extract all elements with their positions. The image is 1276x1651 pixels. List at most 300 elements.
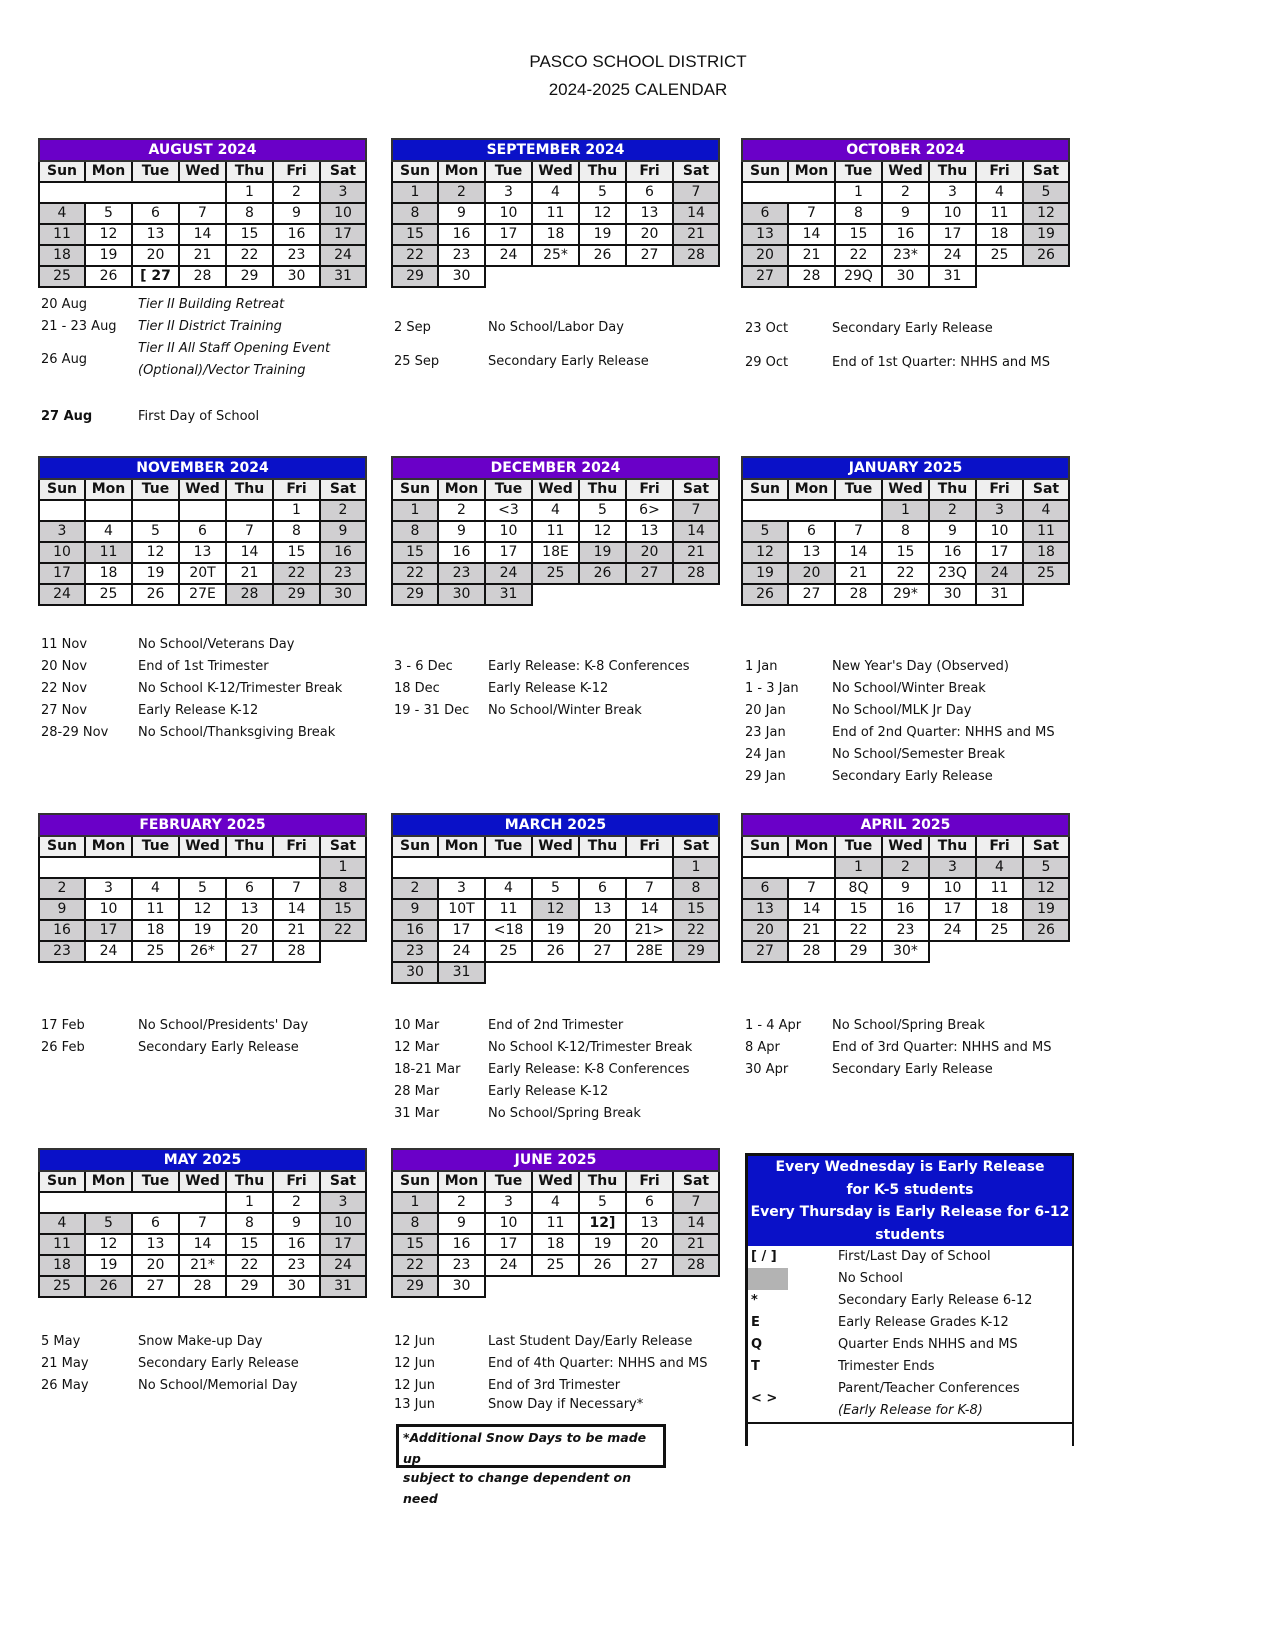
empty-day-cell: [742, 857, 788, 878]
blank-cell: [976, 266, 1023, 287]
day-cell: 1: [320, 857, 366, 878]
day-cell: 12: [579, 203, 626, 224]
day-cell: 27: [132, 1276, 179, 1297]
day-cell: 1: [673, 857, 719, 878]
day-cell: 27: [226, 941, 273, 962]
weekday-header: Tue: [132, 1171, 179, 1192]
day-cell: 10: [976, 521, 1023, 542]
event-date: 27 Nov: [41, 703, 88, 718]
day-cell: 15: [320, 899, 366, 920]
event-date: 12 Jun: [394, 1334, 435, 1349]
day-cell: 2: [882, 857, 929, 878]
empty-day-cell: [226, 857, 273, 878]
day-cell: 22: [273, 563, 320, 584]
weekday-header: Fri: [273, 161, 320, 182]
day-cell: 25: [976, 920, 1023, 941]
day-cell: 10: [485, 203, 532, 224]
weekday-header: Tue: [835, 479, 882, 500]
day-cell: 29: [392, 1276, 438, 1297]
day-cell: 2: [438, 1192, 485, 1213]
empty-day-cell: [85, 1192, 132, 1213]
day-cell: 25: [39, 1276, 85, 1297]
day-cell: 21: [788, 920, 835, 941]
event-date: 10 Mar: [394, 1018, 440, 1033]
day-cell: 4: [532, 1192, 579, 1213]
legend-item: [748, 1378, 1072, 1422]
day-cell: 1: [273, 500, 320, 521]
weekday-header: Fri: [976, 479, 1023, 500]
legend-key: < >: [751, 1391, 778, 1406]
empty-day-cell: [226, 500, 273, 521]
day-cell: 5: [132, 521, 179, 542]
day-cell: 15: [392, 1234, 438, 1255]
weekday-header: Thu: [579, 1171, 626, 1192]
day-cell: 16: [273, 1234, 320, 1255]
day-cell: 4: [485, 878, 532, 899]
day-cell: 31: [438, 962, 485, 983]
weekday-header: Sun: [392, 836, 438, 857]
weekday-header: Mon: [85, 161, 132, 182]
day-cell: 28E: [626, 941, 673, 962]
blank-cell: [673, 962, 719, 983]
day-cell: 11: [532, 1213, 579, 1234]
day-cell: 4: [532, 500, 579, 521]
day-cell: 16: [438, 542, 485, 563]
blank-cell: [485, 1276, 532, 1297]
day-cell: 26: [579, 245, 626, 266]
event-description: First Day of School: [138, 409, 260, 424]
day-cell: 11: [39, 224, 85, 245]
event-date: 28-29 Nov: [41, 725, 109, 740]
event-description: No School/Presidents' Day: [138, 1018, 309, 1033]
day-cell: 10: [929, 878, 976, 899]
legend-label: Quarter Ends NHHS and MS: [838, 1337, 1018, 1352]
legend-key: E: [751, 1315, 760, 1330]
month-calendar: [391, 138, 720, 288]
event-description: Secondary Early Release: [832, 321, 993, 336]
event-date: 12 Mar: [394, 1040, 440, 1055]
blank-cell: [320, 941, 366, 962]
day-cell: 24: [929, 920, 976, 941]
event-date: 26 Feb: [41, 1040, 85, 1055]
month-title: APRIL 2025: [742, 814, 1069, 836]
day-cell: 4: [976, 857, 1023, 878]
legend-items: [748, 1246, 1072, 1446]
weekday-header: Tue: [485, 161, 532, 182]
weekday-header: Mon: [85, 1171, 132, 1192]
day-cell: 30: [438, 584, 485, 605]
day-cell: 15: [226, 1234, 273, 1255]
day-cell: 14: [626, 899, 673, 920]
blank-cell: [579, 1276, 626, 1297]
event-description: Snow Day if Necessary*: [488, 1397, 644, 1412]
weekday-header: Sat: [1023, 479, 1069, 500]
day-cell: 23Q: [929, 563, 976, 584]
day-cell: 4: [1023, 500, 1069, 521]
day-cell: 17: [438, 920, 485, 941]
day-cell: 10: [485, 1213, 532, 1234]
day-cell: 17: [929, 224, 976, 245]
legend-label: No School: [838, 1271, 903, 1286]
day-cell: 15: [226, 224, 273, 245]
day-cell: 18: [532, 1234, 579, 1255]
day-cell: 15: [273, 542, 320, 563]
day-cell: 19: [1023, 224, 1069, 245]
weekday-header: Wed: [179, 1171, 226, 1192]
month-calendar: [38, 138, 367, 288]
event-description: No School/Winter Break: [488, 703, 642, 718]
day-cell: 3: [438, 878, 485, 899]
day-cell: 17: [976, 542, 1023, 563]
month-calendar: [391, 456, 720, 606]
day-cell: 1: [226, 182, 273, 203]
day-cell: 3: [320, 1192, 366, 1213]
weekday-header: Thu: [579, 479, 626, 500]
day-cell: 27: [626, 245, 673, 266]
day-cell: 15: [835, 224, 882, 245]
empty-day-cell: [626, 857, 673, 878]
month-calendar: [391, 813, 720, 984]
day-cell: 9: [929, 521, 976, 542]
day-cell: 23: [39, 941, 85, 962]
empty-day-cell: [39, 182, 85, 203]
event-date: 26 May: [41, 1378, 89, 1393]
day-cell: 8: [673, 878, 719, 899]
day-cell: 26: [85, 266, 132, 287]
day-cell: 8: [320, 878, 366, 899]
day-cell: 28: [179, 1276, 226, 1297]
day-cell: 12: [85, 1234, 132, 1255]
day-cell: 25: [532, 563, 579, 584]
weekday-header: Sun: [742, 836, 788, 857]
day-cell: 22: [835, 920, 882, 941]
weekday-header: Fri: [626, 836, 673, 857]
day-cell: 7: [179, 203, 226, 224]
empty-day-cell: [579, 857, 626, 878]
event-date: 25 Sep: [394, 354, 440, 369]
event-description: Tier II All Staff Opening Event: [138, 341, 331, 356]
day-cell: 12: [85, 224, 132, 245]
day-cell: 10: [320, 203, 366, 224]
day-cell: 26: [1023, 920, 1069, 941]
weekday-header: Sat: [1023, 161, 1069, 182]
day-cell: 19: [85, 245, 132, 266]
day-cell: 16: [392, 920, 438, 941]
day-cell: 27: [742, 266, 788, 287]
day-cell: 18: [976, 899, 1023, 920]
weekday-header: Tue: [835, 836, 882, 857]
day-cell: 10T: [438, 899, 485, 920]
day-cell: 25: [1023, 563, 1069, 584]
weekday-header: Tue: [485, 479, 532, 500]
day-cell: 30: [929, 584, 976, 605]
day-cell: 17: [485, 1234, 532, 1255]
day-cell: 8: [835, 203, 882, 224]
blank-cell: [976, 941, 1023, 962]
day-cell: 11: [132, 899, 179, 920]
empty-day-cell: [788, 500, 835, 521]
month-calendar: [391, 1148, 720, 1298]
day-cell: 5: [579, 500, 626, 521]
day-cell: 9: [438, 203, 485, 224]
day-cell: 18: [1023, 542, 1069, 563]
day-cell: 5: [742, 521, 788, 542]
day-cell: 5: [579, 1192, 626, 1213]
day-cell: 2: [392, 878, 438, 899]
month-title: JUNE 2025: [392, 1149, 719, 1171]
day-cell: 23*: [882, 245, 929, 266]
weekday-header: Sun: [742, 479, 788, 500]
empty-day-cell: [132, 500, 179, 521]
day-cell: 8: [392, 521, 438, 542]
empty-day-cell: [788, 857, 835, 878]
day-cell: 19: [579, 224, 626, 245]
day-cell: 13: [626, 203, 673, 224]
day-cell: 3: [85, 878, 132, 899]
day-cell: 1: [392, 500, 438, 521]
day-cell: 30: [320, 584, 366, 605]
event-date: 18 Dec: [394, 681, 440, 696]
weekday-header: Wed: [882, 479, 929, 500]
event-description: End of 3rd Quarter: NHHS and MS: [832, 1040, 1052, 1055]
day-cell: 11: [976, 203, 1023, 224]
event-date: 12 Jun: [394, 1356, 435, 1371]
day-cell: 21: [673, 224, 719, 245]
day-cell: 5: [579, 182, 626, 203]
event-date: 30 Apr: [745, 1062, 789, 1077]
weekday-header: Tue: [132, 161, 179, 182]
event-date: 29 Oct: [745, 355, 789, 370]
weekday-header: Tue: [485, 1171, 532, 1192]
weekday-header: Fri: [273, 836, 320, 857]
event-description: No School/Thanksgiving Break: [138, 725, 336, 740]
event-date: 20 Aug: [41, 297, 88, 312]
day-cell: 13: [132, 1234, 179, 1255]
weekday-header: Wed: [882, 836, 929, 857]
day-cell: 4: [39, 203, 85, 224]
blank-cell: [929, 941, 976, 962]
weekday-header: Thu: [226, 479, 273, 500]
day-cell: 13: [579, 899, 626, 920]
day-cell: 26: [132, 584, 179, 605]
legend-label: Early Release Grades K-12: [838, 1315, 1009, 1330]
day-cell: 3: [485, 182, 532, 203]
day-cell: 7: [226, 521, 273, 542]
weekday-header: Thu: [579, 836, 626, 857]
day-cell: 29: [392, 266, 438, 287]
blank-cell: [579, 584, 626, 605]
empty-day-cell: [132, 857, 179, 878]
blank-cell: [626, 962, 673, 983]
empty-day-cell: [179, 1192, 226, 1213]
day-cell: 4: [85, 521, 132, 542]
day-cell: 19: [532, 920, 579, 941]
day-cell: 28: [673, 563, 719, 584]
day-cell: 4: [976, 182, 1023, 203]
legend-key: T: [751, 1359, 760, 1374]
event-description: Secondary Early Release: [832, 1062, 993, 1077]
day-cell: 25: [485, 941, 532, 962]
day-cell: 25: [85, 584, 132, 605]
weekday-header: Thu: [929, 161, 976, 182]
day-cell: 19: [132, 563, 179, 584]
day-cell: 27: [788, 584, 835, 605]
legend-header-line: for K-5 students: [846, 1181, 974, 1198]
day-cell: 15: [882, 542, 929, 563]
weekday-header: Mon: [788, 479, 835, 500]
day-cell: 14: [788, 224, 835, 245]
day-cell: 8: [392, 1213, 438, 1234]
event-description: Early Release: K-8 Conferences: [488, 1062, 690, 1077]
day-cell: 23: [392, 941, 438, 962]
day-cell: 30: [273, 1276, 320, 1297]
day-cell: 22: [320, 920, 366, 941]
day-cell: 30: [438, 1276, 485, 1297]
day-cell: 10: [39, 542, 85, 563]
day-cell: 28: [788, 266, 835, 287]
no-school-swatch: [748, 1268, 788, 1290]
day-cell: 14: [179, 224, 226, 245]
event-description: No School K-12/Trimester Break: [138, 681, 343, 696]
day-cell: 11: [532, 203, 579, 224]
weekday-header: Sun: [39, 479, 85, 500]
day-cell: 25*: [532, 245, 579, 266]
day-cell: 17: [320, 1234, 366, 1255]
event-date: 1 - 3 Jan: [745, 681, 799, 696]
event-date: 5 May: [41, 1334, 81, 1349]
event-date: 2 Sep: [394, 320, 431, 335]
day-cell: 5: [532, 878, 579, 899]
day-cell: 6: [626, 182, 673, 203]
day-cell: 10: [485, 521, 532, 542]
day-cell: 29: [673, 941, 719, 962]
month-title: AUGUST 2024: [39, 139, 366, 161]
day-cell: 12: [532, 899, 579, 920]
weekday-header: Mon: [438, 479, 485, 500]
day-cell: 11: [485, 899, 532, 920]
day-cell: 4: [132, 878, 179, 899]
day-cell: 24: [438, 941, 485, 962]
title-calendar: 2024-2025 CALENDAR: [548, 80, 728, 99]
day-cell: 23: [273, 245, 320, 266]
empty-day-cell: [835, 500, 882, 521]
weekday-header: Sun: [742, 161, 788, 182]
day-cell: 2: [882, 182, 929, 203]
weekday-header: Tue: [835, 161, 882, 182]
day-cell: 25: [39, 266, 85, 287]
day-cell: 28: [673, 1255, 719, 1276]
blank-cell: [532, 584, 579, 605]
day-cell: 23: [438, 245, 485, 266]
empty-day-cell: [39, 1192, 85, 1213]
day-cell: 12: [132, 542, 179, 563]
day-cell: 4: [532, 182, 579, 203]
day-cell: 17: [485, 542, 532, 563]
weekday-header: Tue: [485, 836, 532, 857]
weekday-header: Sat: [673, 836, 719, 857]
day-cell: 24: [85, 941, 132, 962]
day-cell: 20: [226, 920, 273, 941]
day-cell: 2: [320, 500, 366, 521]
day-cell: 9: [273, 1213, 320, 1234]
day-cell: 22: [392, 245, 438, 266]
day-cell: 31: [485, 584, 532, 605]
day-cell: 1: [226, 1192, 273, 1213]
day-cell: 13: [226, 899, 273, 920]
day-cell: 5: [179, 878, 226, 899]
day-cell: 3: [976, 500, 1023, 521]
weekday-header: Wed: [179, 161, 226, 182]
day-cell: 12: [742, 542, 788, 563]
event-description: Last Student Day/Early Release: [488, 1334, 693, 1349]
empty-day-cell: [85, 500, 132, 521]
blank-cell: [485, 962, 532, 983]
day-cell: 20: [626, 224, 673, 245]
event-date: 26 Aug: [41, 352, 88, 367]
day-cell: 6: [132, 1213, 179, 1234]
day-cell: 10: [929, 203, 976, 224]
day-cell: 1: [882, 500, 929, 521]
day-cell: 1: [392, 182, 438, 203]
weekday-header: Thu: [226, 1171, 273, 1192]
day-cell: 26: [1023, 245, 1069, 266]
empty-day-cell: [39, 857, 85, 878]
day-cell: 8: [226, 1213, 273, 1234]
day-cell: 23: [882, 920, 929, 941]
day-cell: 25: [532, 1255, 579, 1276]
snow-days-note: [396, 1424, 666, 1506]
day-cell: 30: [438, 266, 485, 287]
legend-header-line: students: [875, 1226, 945, 1243]
day-cell: 6: [226, 878, 273, 899]
day-cell: 16: [39, 920, 85, 941]
day-cell: 23: [273, 1255, 320, 1276]
blank-cell: [673, 584, 719, 605]
weekday-header: Sat: [320, 161, 366, 182]
weekday-header: Sat: [320, 836, 366, 857]
day-cell: 9: [320, 521, 366, 542]
legend-bottom-border: [748, 1422, 1072, 1446]
event-date: 21 - 23 Aug: [41, 319, 117, 334]
day-cell: 21*: [179, 1255, 226, 1276]
day-cell: 16: [438, 1234, 485, 1255]
day-cell: 1: [835, 857, 882, 878]
day-cell: 29: [835, 941, 882, 962]
day-cell: 27: [742, 941, 788, 962]
empty-day-cell: [392, 857, 438, 878]
blank-cell: [626, 584, 673, 605]
day-cell: 3: [320, 182, 366, 203]
day-cell: 18: [132, 920, 179, 941]
month-title: MAY 2025: [39, 1149, 366, 1171]
event-date: 21 May: [41, 1356, 89, 1371]
day-cell: 20: [132, 245, 179, 266]
empty-day-cell: [788, 182, 835, 203]
weekday-header: Sun: [392, 479, 438, 500]
day-cell: 20: [788, 563, 835, 584]
day-cell: 16: [320, 542, 366, 563]
event-date: 3 - 6 Dec: [394, 659, 453, 674]
blank-cell: [485, 266, 532, 287]
empty-day-cell: [742, 182, 788, 203]
day-cell: 18: [532, 224, 579, 245]
day-cell: 24: [39, 584, 85, 605]
empty-day-cell: [532, 857, 579, 878]
weekday-header: Tue: [132, 479, 179, 500]
event-date: 19 - 31 Dec: [394, 703, 470, 718]
legend-item: [748, 1290, 1072, 1312]
day-cell: 10: [85, 899, 132, 920]
